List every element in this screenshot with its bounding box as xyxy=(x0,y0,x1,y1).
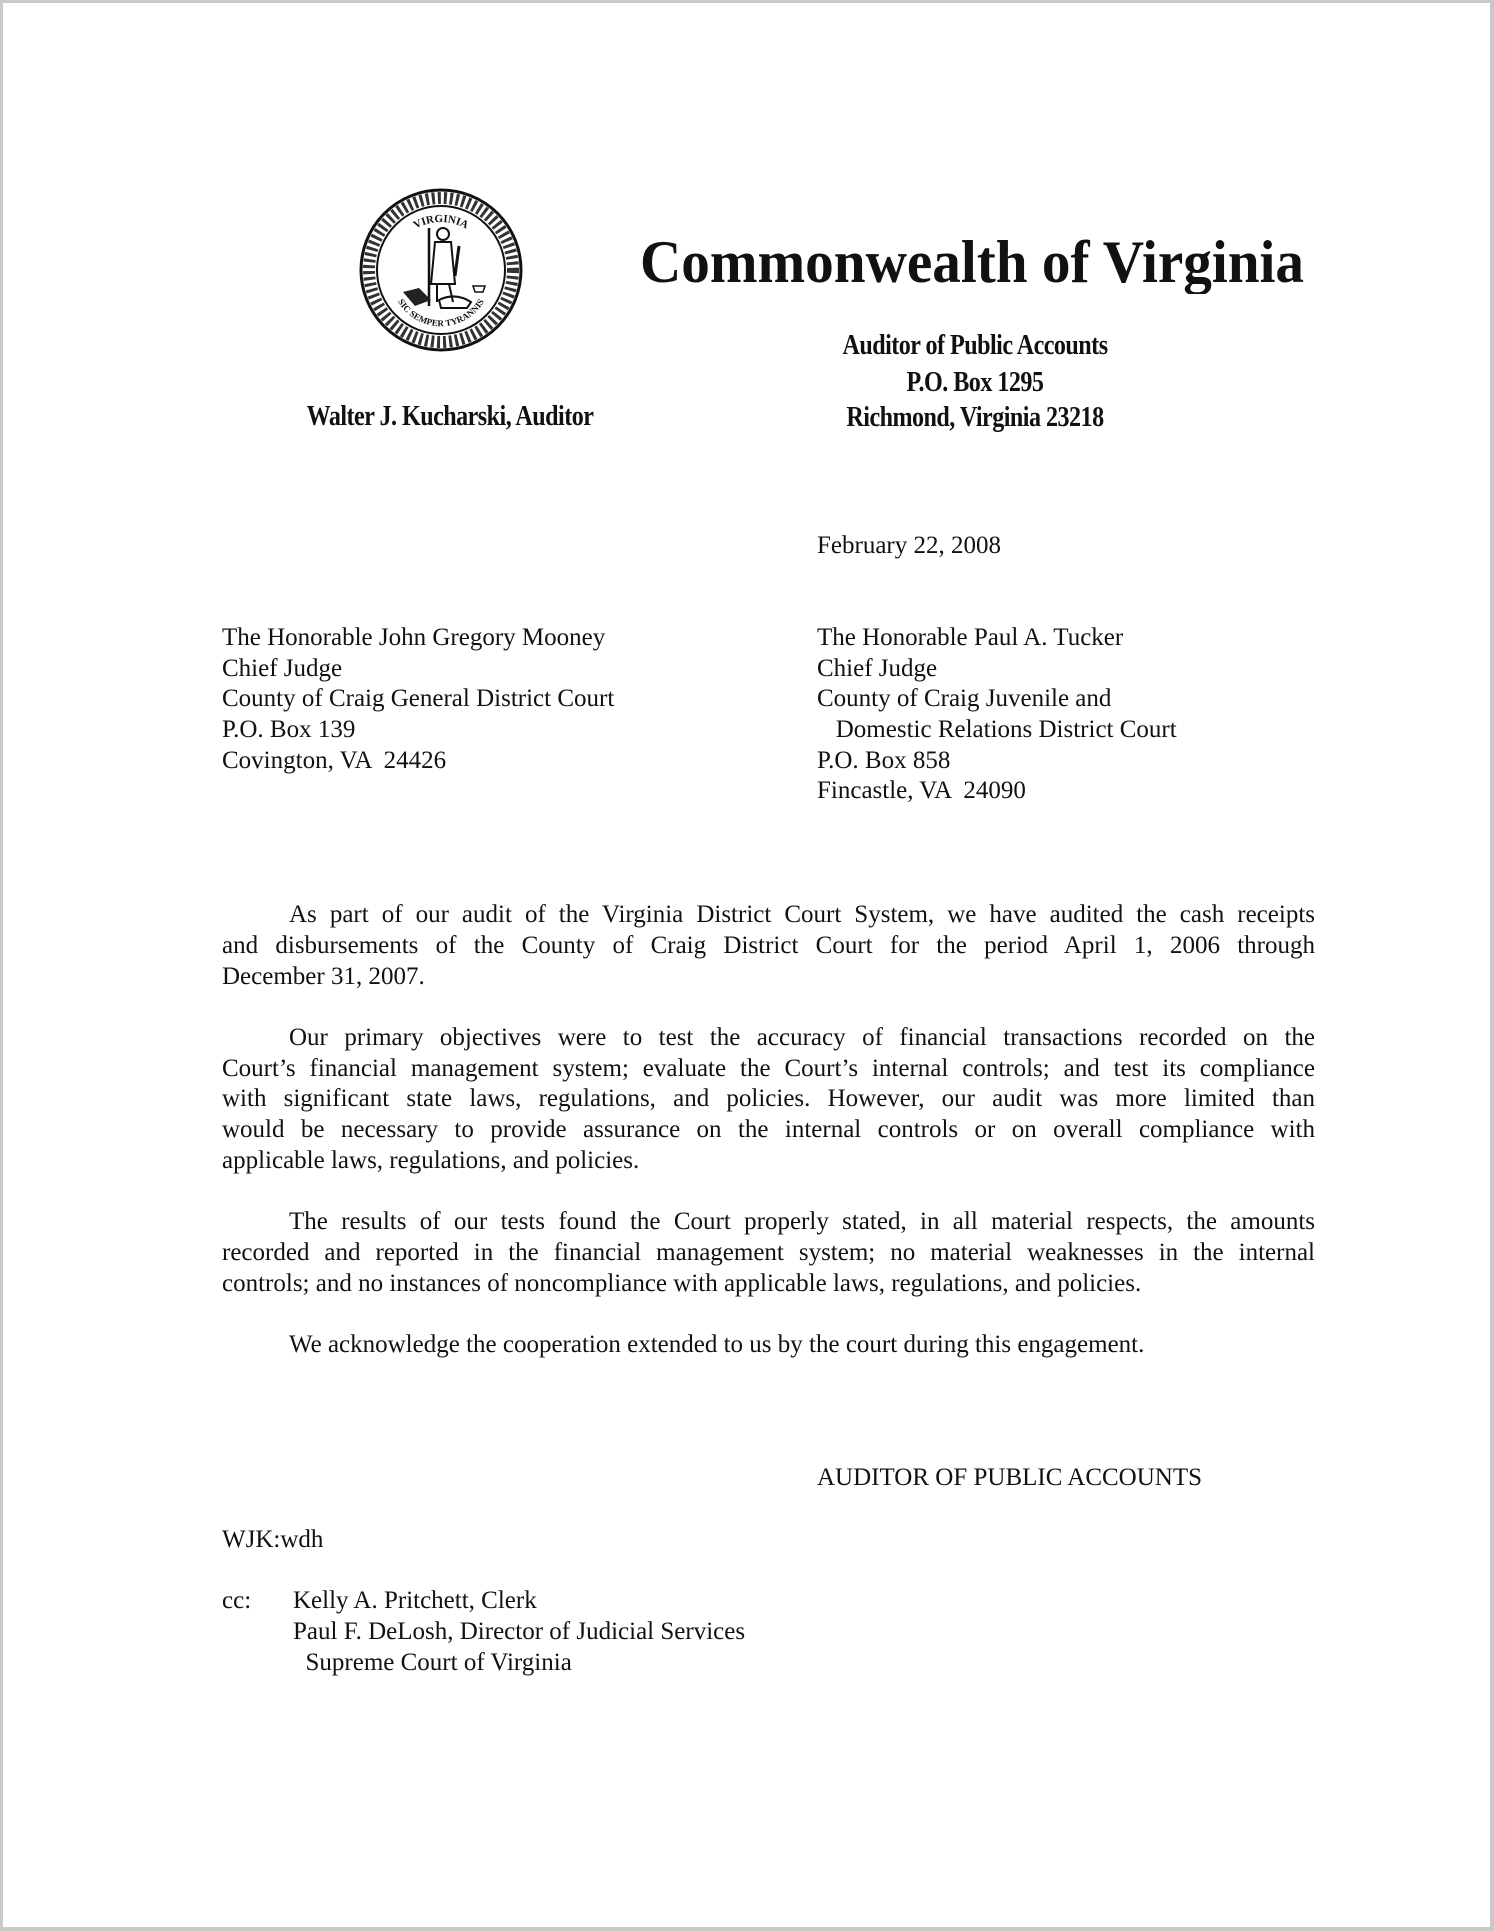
paragraph-line: recorded and reported in the financial management system; no material weaknesses in the internal xyxy=(222,1239,1315,1266)
virginia-state-seal-icon xyxy=(359,188,523,352)
cc-label: cc: xyxy=(222,1587,252,1614)
address-line: Chief Judge xyxy=(817,655,938,682)
paragraph-line: applicable laws, regulations, and policies. xyxy=(222,1147,640,1174)
letter-date: February 22, 2008 xyxy=(817,532,1001,559)
paragraph-line: and disbursements of the County of Craig District Court for the period April 1, 2006 through xyxy=(222,932,1315,959)
address-line: County of Craig General District Court xyxy=(222,685,615,712)
paragraph-line: As part of our audit of the Virginia District Court System, we have audited the cash receipts xyxy=(289,901,1315,928)
svg-text:SIC SEMPER TYRANNIS: SIC SEMPER TYRANNIS xyxy=(396,297,486,329)
address-line: Covington, VA 24426 xyxy=(222,747,447,774)
paragraph-line: The results of our tests found the Court properly stated, in all material respects, the amounts xyxy=(289,1208,1315,1235)
signature-block: AUDITOR OF PUBLIC ACCOUNTS xyxy=(817,1464,1203,1491)
address-line: P.O. Box 139 xyxy=(222,716,356,743)
address-line: County of Craig Juvenile and xyxy=(817,685,1112,712)
cc-line: Kelly A. Pritchett, Clerk xyxy=(293,1587,537,1614)
reference-initials: WJK:wdh xyxy=(222,1526,324,1553)
address-line: The Honorable John Gregory Mooney xyxy=(222,624,606,651)
paragraph-line: December 31, 2007. xyxy=(222,963,425,990)
address-line: Domestic Relations District Court xyxy=(817,716,1177,743)
office-line: P.O. Box 1295 xyxy=(906,367,1044,398)
cc-line: Paul F. DeLosh, Director of Judicial Services xyxy=(293,1618,746,1645)
office-block xyxy=(760,330,1190,437)
paragraph-line: We acknowledge the cooperation extended to us by the court during this engagement. xyxy=(289,1331,1145,1358)
cc-line: Supreme Court of Virginia xyxy=(293,1649,572,1676)
address-line: The Honorable Paul A. Tucker xyxy=(817,624,1124,651)
paragraph-line: controls; and no instances of noncompliance with applicable laws, regulations, and policies. xyxy=(222,1270,1142,1297)
address-line: Fincastle, VA 24090 xyxy=(817,777,1026,804)
address-line: P.O. Box 858 xyxy=(817,747,951,774)
paragraph-line: with significant state laws, regulations, and policies. However, our audit was more limited than xyxy=(222,1085,1315,1112)
paragraph-line: Our primary objectives were to test the accuracy of financial transactions recorded on the xyxy=(289,1024,1315,1051)
paragraph-line: Court’s financial management system; evaluate the Court’s internal controls; and test its compliance xyxy=(222,1055,1315,1082)
svg-text:VIRGINIA: VIRGINIA xyxy=(411,212,471,232)
auditor-name: Walter J. Kucharski, Auditor xyxy=(306,401,594,432)
commonwealth-title xyxy=(640,226,1304,294)
office-line: Auditor of Public Accounts xyxy=(842,330,1108,361)
office-line: Richmond, Virginia 23218 xyxy=(846,402,1104,433)
address-line: Chief Judge xyxy=(222,655,343,682)
paragraph-line: would be necessary to provide assurance on the internal controls or on overall compliance with xyxy=(222,1116,1315,1143)
svg-text:Commonwealth of Virginia: Commonwealth of Virginia xyxy=(640,229,1304,294)
